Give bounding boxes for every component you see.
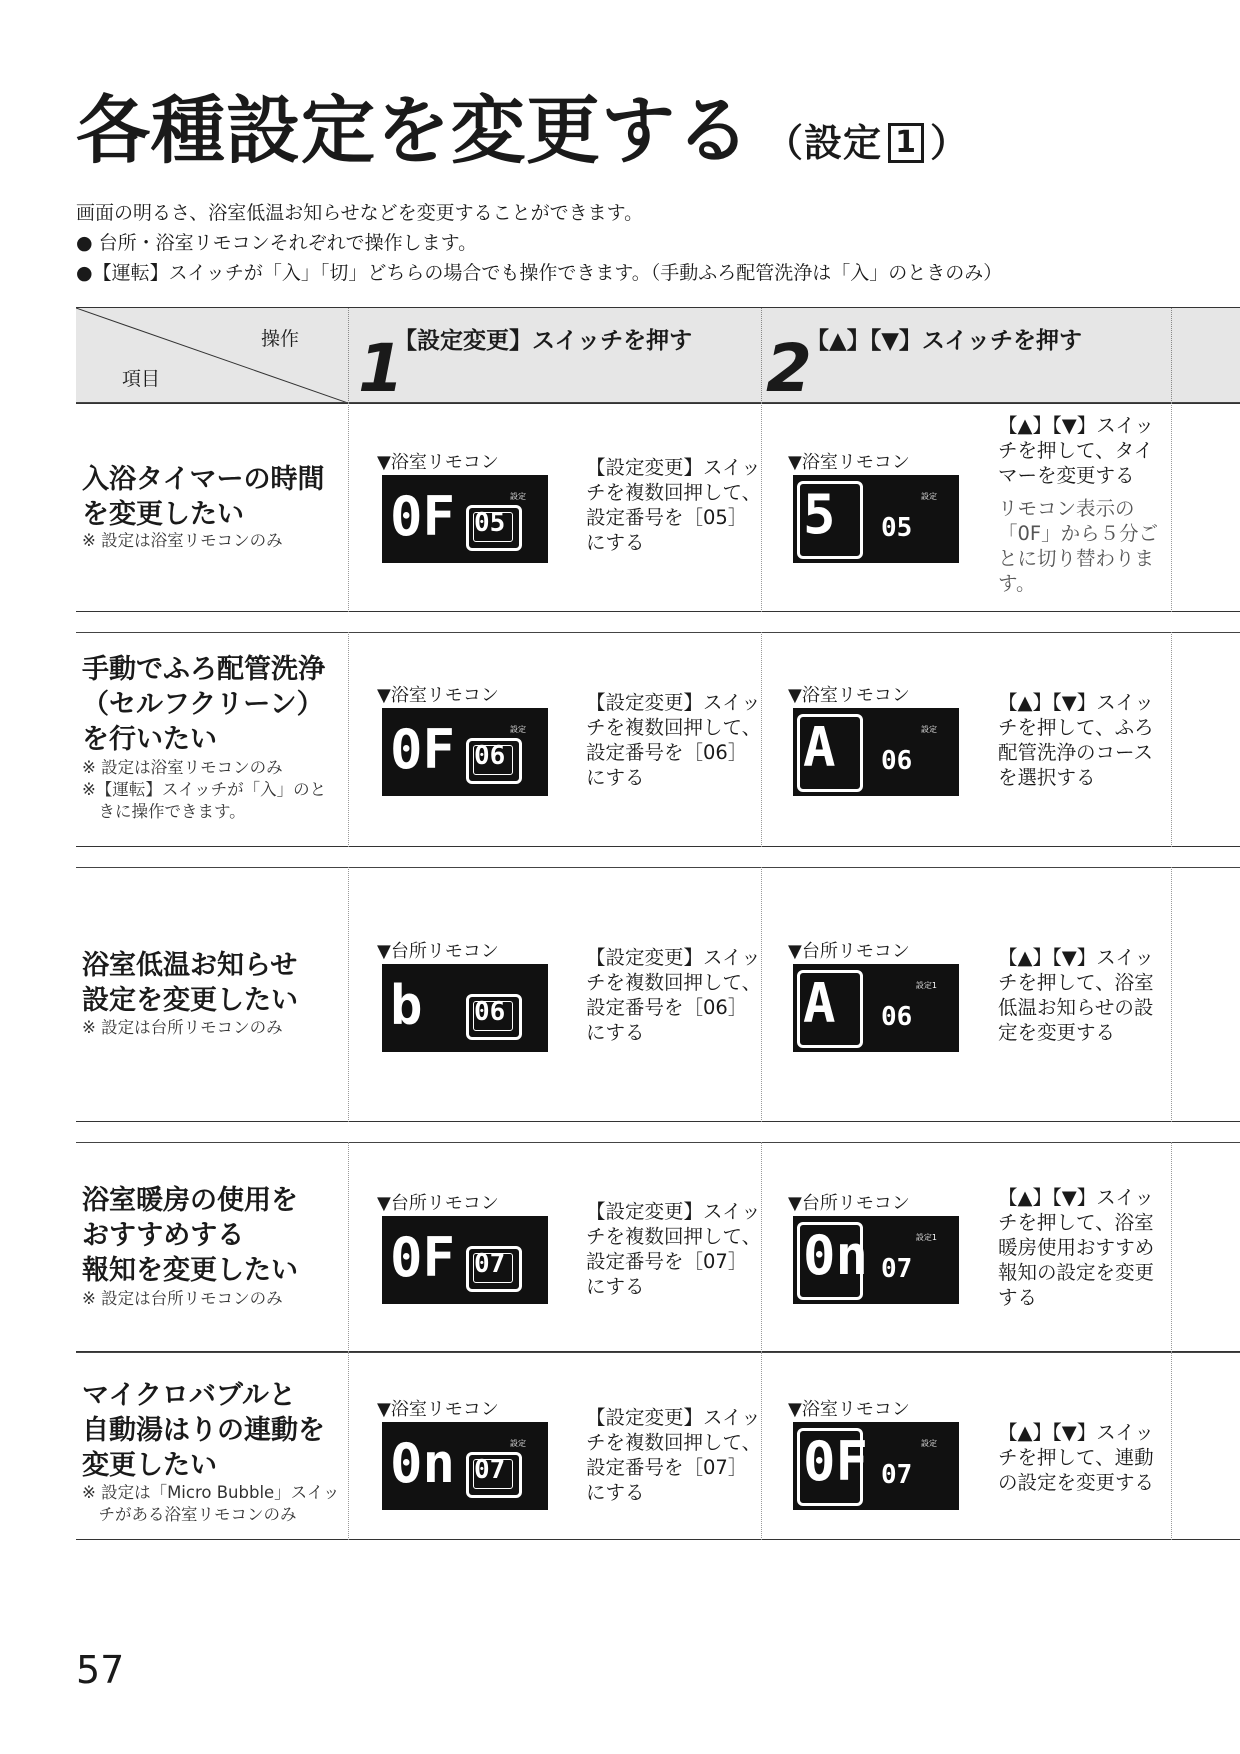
lcd-main-digits: 0F	[390, 1226, 456, 1289]
step2-main-text: 【▲】【▼】スイッ チを押して、浴室 暖房使用おすすめ 報知の設定を変更 する	[998, 1186, 1155, 1309]
lcd-main-digits: b	[390, 974, 423, 1037]
item-note: ※ 設定は台所リモコンのみ	[82, 1289, 283, 1308]
row-divider	[348, 402, 349, 612]
step2-description	[998, 690, 1168, 790]
step1-number: 1	[358, 330, 404, 407]
lcd-code-digits: 06	[474, 741, 506, 771]
item-note: ※ 設定は「Micro Bubble」スイッ チがある浴室リモコンのみ	[82, 1483, 340, 1524]
lcd-setting-tag: 設定	[921, 1439, 937, 1448]
lcd-code-digits: 06	[881, 1002, 913, 1032]
row-divider	[348, 867, 349, 1122]
intro-line: 画面の明るさ、浴室低温お知らせなどを変更することができます。	[76, 202, 644, 224]
step2-number: 2	[766, 330, 812, 407]
lcd-main-digits: 0F	[390, 485, 456, 548]
row-divider	[1171, 402, 1172, 612]
row-divider	[761, 1352, 762, 1540]
step1-description: 【設定変更】スイッ チを複数回押して、 設定番号を［06］ にする	[586, 691, 762, 789]
row-divider	[761, 402, 762, 612]
intro-line: ● 台所・浴室リモコンそれぞれで操作します。	[76, 232, 478, 254]
step1-text: 【設定変更】スイッチを押す	[394, 328, 693, 354]
row-bottom-border	[76, 1121, 1240, 1122]
lcd-main-digits: 0F	[803, 1430, 869, 1493]
item-note: ※ 設定は浴室リモコンのみ ※【運転】スイッチが「入」のと きに操作できます。	[82, 758, 327, 821]
remote-label: ▼台所リモコン	[377, 1193, 499, 1214]
item-title: 浴室低温お知らせ 設定を変更したい	[82, 950, 298, 1016]
step1-description: 【設定変更】スイッ チを複数回押して、 設定番号を［07］ にする	[586, 1200, 762, 1298]
lcd-display	[382, 964, 548, 1052]
step1-description: 【設定変更】スイッ チを複数回押して、 設定番号を［05］ にする	[586, 456, 762, 554]
item-title: 手動でふろ配管洗浄 （セルフクリーン） を行いたい	[82, 654, 325, 755]
step2-main-text: 【▲】【▼】スイッ チを押して、浴室 低温お知らせの設 定を変更する	[998, 946, 1154, 1044]
header-item-label: 項目	[122, 368, 161, 390]
item-note: ※ 設定は浴室リモコンのみ	[82, 531, 283, 550]
step2-description	[998, 1185, 1168, 1310]
intro-line: ●【運転】スイッチが「入」「切」どちらの場合でも操作できます。（手動ふろ配管洗浄は「入」のときのみ）	[76, 262, 1003, 284]
row-divider	[761, 867, 762, 1122]
item-title: 浴室暖房の使用を おすすめする 報知を変更したい	[82, 1185, 298, 1286]
intro-text	[76, 198, 1002, 288]
lcd-setting-tag: 設定	[510, 1439, 526, 1448]
step2-description	[998, 413, 1168, 596]
lcd-setting-tag: 設定	[921, 725, 937, 734]
row-divider	[761, 632, 762, 847]
lcd-display	[382, 1216, 548, 1304]
lcd-setting-tag: 設定	[510, 492, 526, 501]
lcd-display	[793, 475, 959, 563]
page-number: 57	[76, 1648, 125, 1692]
row-divider	[348, 632, 349, 847]
step2-main-text: 【▲】【▼】スイッ チを押して、ふろ 配管洗浄のコース を選択する	[998, 691, 1154, 789]
row-divider	[1171, 1142, 1172, 1352]
lcd-code-digits: 07	[474, 1455, 506, 1485]
header-divider	[1171, 308, 1172, 403]
row-divider	[761, 1142, 762, 1352]
step2-extra-text: リモコン表示の 「0F」から５分ご とに切り替わりま す。	[998, 497, 1159, 595]
lcd-main-digits: A	[803, 972, 836, 1035]
header-divider	[348, 308, 349, 403]
lcd-display	[382, 708, 548, 796]
remote-label: ▼台所リモコン	[377, 941, 499, 962]
page-title-sub: （設定 1 ）	[765, 121, 970, 165]
row-divider	[348, 1142, 349, 1352]
row-divider	[348, 1352, 349, 1540]
lcd-display	[793, 708, 959, 796]
row-divider	[1171, 632, 1172, 847]
remote-label: ▼浴室リモコン	[788, 1399, 910, 1420]
table-header	[76, 307, 1240, 407]
lcd-code-digits: 06	[474, 997, 506, 1027]
item-title: 入浴タイマーの時間 を変更したい	[82, 464, 325, 530]
header-operation-label: 操作	[261, 328, 300, 350]
lcd-code-digits: 07	[881, 1254, 913, 1284]
lcd-setting-tag: 設定	[921, 492, 937, 501]
setting-number-badge: 1	[888, 123, 924, 163]
lcd-main-digits: 0F	[390, 718, 456, 781]
step2-description	[998, 945, 1168, 1045]
row-bottom-border	[76, 846, 1240, 847]
lcd-main-digits: 0n	[390, 1432, 456, 1495]
step1-description: 【設定変更】スイッ チを複数回押して、 設定番号を［07］ にする	[586, 1406, 762, 1504]
lcd-setting-tag: 設定	[510, 725, 526, 734]
lcd-code-digits: 07	[881, 1460, 913, 1490]
item-title: マイクロバブルと 自動湯はりの連動を 変更したい	[82, 1380, 325, 1481]
header-divider	[761, 308, 762, 403]
row-divider	[1171, 867, 1172, 1122]
remote-label: ▼浴室リモコン	[377, 452, 499, 473]
lcd-main-digits: A	[803, 716, 836, 779]
header-diagonal	[76, 308, 348, 403]
lcd-code-digits: 05	[474, 508, 506, 538]
remote-label: ▼台所リモコン	[788, 941, 910, 962]
lcd-code-digits: 07	[474, 1249, 506, 1279]
step2-description	[998, 1420, 1168, 1495]
lcd-display	[382, 475, 548, 563]
step2-main-text: 【▲】【▼】スイッ チを押して、連動 の設定を変更する	[998, 1421, 1155, 1494]
row-bottom-border	[76, 1539, 1240, 1540]
remote-label: ▼浴室リモコン	[788, 685, 910, 706]
lcd-setting-tag: 設定1	[915, 1233, 937, 1242]
row-divider	[1171, 1352, 1172, 1540]
page-title	[76, 72, 969, 178]
remote-label: ▼浴室リモコン	[377, 1399, 499, 1420]
remote-label: ▼浴室リモコン	[377, 685, 499, 706]
lcd-code-digits: 06	[881, 746, 913, 776]
row-bottom-border	[76, 611, 1240, 612]
remote-label: ▼台所リモコン	[788, 1193, 910, 1214]
step1-description: 【設定変更】スイッ チを複数回押して、 設定番号を［06］ にする	[586, 946, 762, 1044]
item-note: ※ 設定は台所リモコンのみ	[82, 1018, 283, 1037]
lcd-display	[382, 1422, 548, 1510]
step2-text: 【▲】【▼】スイッチを押す	[806, 328, 1082, 354]
lcd-display	[793, 1422, 959, 1510]
lcd-setting-tag: 設定1	[915, 981, 937, 990]
step2-main-text: 【▲】【▼】スイッ チを押して、タイ マーを変更する	[998, 414, 1154, 487]
row-top-border	[76, 632, 1240, 633]
lcd-display	[793, 964, 959, 1052]
row-top-border	[76, 1142, 1240, 1143]
lcd-code-digits: 05	[881, 513, 913, 543]
row-top-border	[76, 867, 1240, 868]
remote-label: ▼浴室リモコン	[788, 452, 910, 473]
lcd-main-digits: 5	[803, 483, 836, 546]
row-top-border	[76, 402, 1240, 403]
lcd-display	[793, 1216, 959, 1304]
page-title-main: 各種設定を変更する	[76, 88, 751, 174]
lcd-main-digits: 0n	[803, 1224, 869, 1287]
row-top-border	[76, 1352, 1240, 1353]
